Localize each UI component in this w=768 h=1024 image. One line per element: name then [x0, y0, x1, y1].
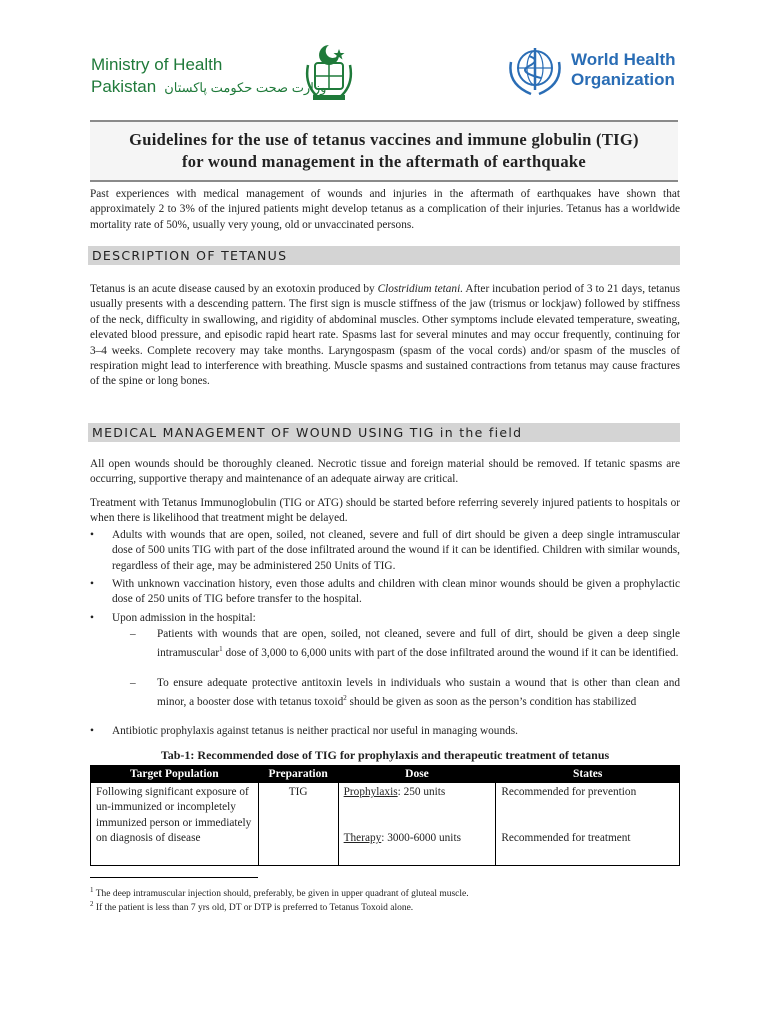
bullet-text: Antibiotic prophylaxis against tetanus is neither practical nor useful in managing wounds.: [112, 725, 518, 737]
who-line2: Organization: [571, 70, 675, 89]
sub-text: Patients with wounds that are open, soiled, not cleaned, severe and full of dirt, should be given a deep single intramuscular: [157, 628, 680, 660]
who-emblem-icon: [505, 42, 565, 98]
bullet-icon: •: [90, 578, 94, 590]
desc-rest: After incubation period of 3 to 21 days, tetanus usually presents with a descending pattern. The first sign is muscle stiffness of the jaw (trismus or lockjaw) followed by stiffness of the neck, difficulty in swallowing, and rigidity of abdominal muscles. Other symptoms include elevated temperature, sweating, elevated blood pressure, and episodic rapid heart rate. Spasms last for several minutes and may occur frequently, continuing for 3–4 weeks. Complete recovery may take months. Laryngospasm (spasm of the vocal cords) and/or spasm of the muscles of respiration might lead to interference with breathing. Muscle spasms and sustained contractions from tetanus may cause fractures of the spine or long bones.: [90, 283, 680, 388]
footnote-text: If the patient is less than 7 yrs old, DT or DTP is preferred to Tetanus Toxoid alone.: [93, 903, 414, 914]
sub-list-item: [130, 627, 680, 662]
column-header: States: [496, 766, 680, 783]
dose-label: Therapy: [343, 832, 382, 845]
section-heading-description: DESCRIPTION OF TETANUS: [88, 246, 680, 265]
target-population-cell: Following significant exposure of un-immunized or incompletely immunized person or immediately on diagnosis of disease: [91, 783, 259, 866]
footnote-text: The deep intramuscular injection should, preferably, be given in upper quadrant of gluteal muscle.: [93, 889, 469, 900]
who-logo-text: [571, 50, 676, 90]
bullet-icon: •: [90, 612, 94, 624]
ministry-country: Pakistan: [91, 77, 157, 96]
table-row: [91, 783, 680, 866]
tetanus-description-paragraph: [90, 282, 680, 390]
dose-value: : 250 units: [397, 786, 446, 798]
document-title: [90, 120, 678, 182]
dash-icon: –: [130, 628, 136, 640]
column-header: Dose: [338, 766, 496, 783]
list-item: [90, 577, 680, 608]
sub-list-item: [130, 676, 680, 711]
dose-cell: [338, 783, 496, 866]
footnote-ref: 1: [219, 645, 223, 654]
states-cell: [496, 783, 680, 866]
bullet-text: Adults with wounds that are open, soiled, not cleaned, severe and full of dirt should be given a deep single intramuscular dose of 500 units TIG with part of the dose infiltrated around the wound if it can be identified. Children with similar wounds, regardless of their age, may be administered 250 Units of TIG.: [112, 529, 680, 572]
preparation-cell: TIG: [258, 783, 338, 866]
ministry-logo-text: [91, 54, 326, 99]
footnote-number: 1: [90, 886, 94, 894]
footnote-2: [90, 898, 680, 915]
management-paragraph-2: Treatment with Tetanus Immunoglobulin (TIG or ATG) should be started before referring severely injured patients to hospitals or when there is likelihood that treatment might be delayed.: [90, 497, 680, 525]
bullet-icon: •: [90, 725, 94, 737]
page-header: [0, 0, 768, 115]
organism-name: Clostridium tetani.: [377, 283, 464, 295]
sub-text: dose of 3,000 to 6,000 units with part of the dose infiltrated around the wound if it can be identified.: [222, 647, 679, 660]
column-header: Preparation: [258, 766, 338, 783]
management-paragraph-1: All open wounds should be thoroughly cleaned. Necrotic tissue and foreign material should be removed. If tetanic spasms are occurring, supportive therapy and maintenance of an adequate airway are critical.: [90, 458, 680, 486]
state-text: Recommended for prevention: [501, 786, 637, 798]
section-heading-management: [88, 423, 680, 442]
bullet-text: With unknown vaccination history, even those adults and children with clean minor wounds should be given a prophylactic dose of 250 units of TIG before transfer to the hospital.: [112, 578, 680, 606]
bullet-text: Upon admission in the hospital:: [112, 612, 256, 624]
tig-dose-table: [90, 765, 680, 866]
intro-paragraph: Past experiences with medical management of wounds and injuries in the aftermath of earthquakes have shown that approximately 2 to 3% of the injured patients might develop tetanus as a complication of their injuries. Tetanus has a worldwide mortality rate of 50%, usually very young, old or unvaccinated persons.: [90, 188, 680, 231]
column-header: Target Population: [91, 766, 259, 783]
ministry-name: Ministry of Health: [91, 55, 223, 74]
sub-text: should be given as soon as the person’s condition has stabilized: [346, 696, 637, 709]
title-line1: Guidelines for the use of tetanus vaccines and immune globulin (TIG): [129, 130, 639, 149]
ministry-urdu-name: وزارت صحت حکومت پاکستان: [164, 80, 327, 95]
dose-label: Prophylaxis: [343, 786, 398, 798]
list-item: [90, 611, 680, 626]
footnote-divider: [90, 877, 258, 878]
footnote-ref: 2: [343, 694, 347, 703]
dash-icon: –: [130, 677, 136, 689]
heading-suffix: in the field: [434, 425, 523, 440]
sub-text: To ensure adequate protective antitoxin levels in individuals who sustain a wound that is other than clean and minor, a booster dose with tetanus toxoid: [157, 677, 680, 709]
bullet-icon: •: [90, 529, 94, 541]
heading-main: MEDICAL MANAGEMENT OF WOUND USING TIG: [92, 425, 435, 440]
dose-value: : 3000-6000 units: [381, 832, 461, 845]
list-item: [90, 528, 680, 574]
who-line1: World Health: [571, 50, 676, 69]
desc-start: Tetanus is an acute disease caused by an exotoxin produced by: [90, 283, 378, 295]
pakistan-emblem-icon: [303, 43, 355, 103]
table-header-row: [91, 766, 680, 783]
title-line2: for wound management in the aftermath of earthquake: [181, 152, 587, 171]
footnote-number: 2: [90, 900, 94, 908]
table-caption: Tab-1: Recommended dose of TIG for prophylaxis and therapeutic treatment of tetanus: [160, 748, 610, 762]
state-text: Recommended for treatment: [501, 832, 631, 845]
list-item: [90, 724, 680, 739]
